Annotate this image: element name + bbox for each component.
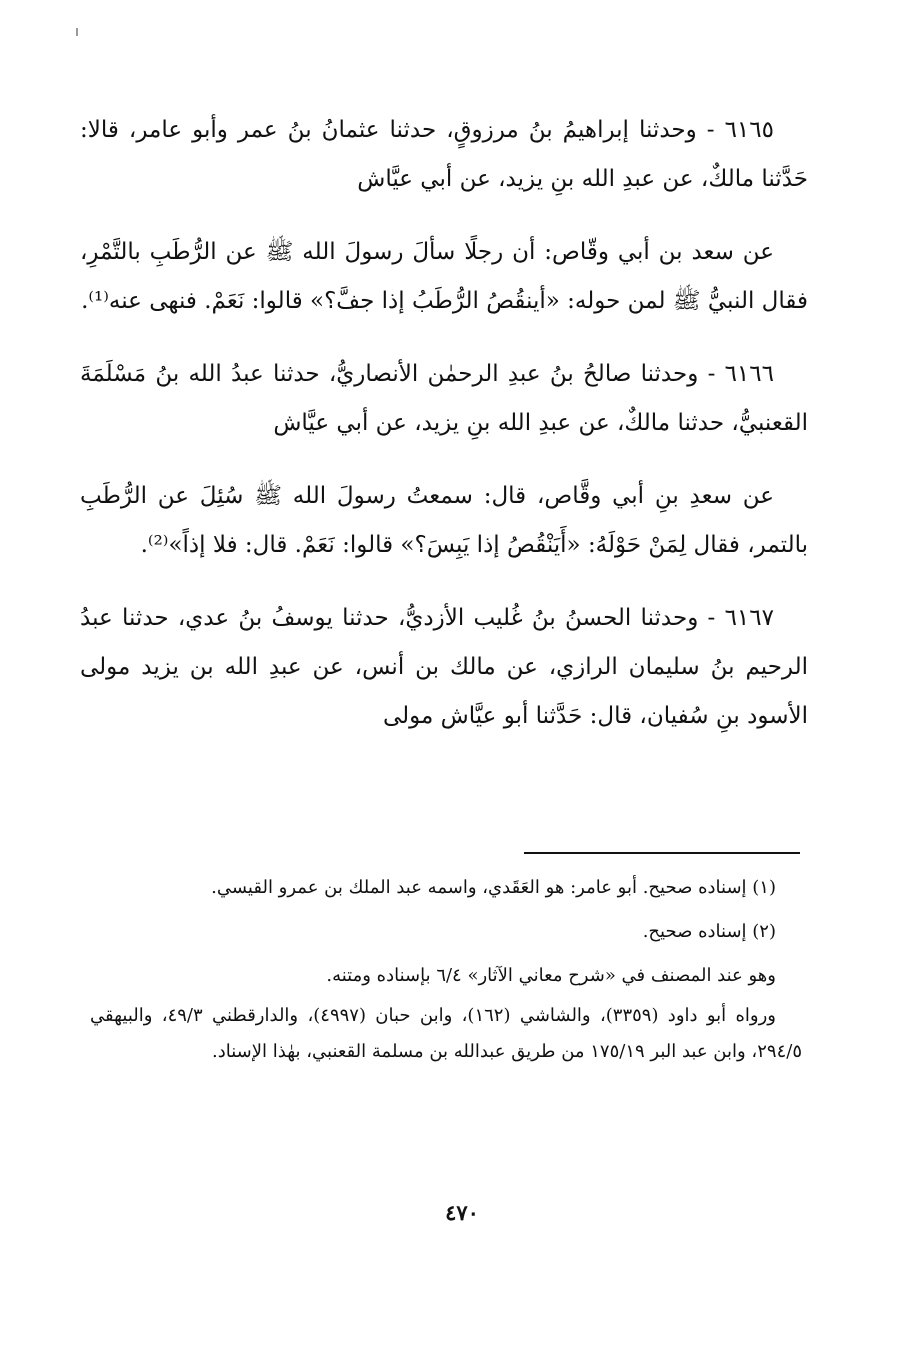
footnote-2: (٢) إسناده صحيح. [642, 921, 776, 942]
hadith-6165-isnad: ٦١٦٥ - وحدثنا إبراهيمُ بنُ مرزوقٍ، حدثنا عثمانُ بنُ عمر وأبو عامر، قالا: حَدَّثنا مالكٌ، عن عبدِ الله بنِ يزيد، عن أبي عيَّاش [80, 117, 808, 192]
scan-mark [76, 28, 78, 36]
page-number: ٤٧٠ [445, 1200, 479, 1225]
hadith-6167-isnad: ٦١٦٧ - وحدثنا الحسنُ بنُ غُليب الأزديُّ، حدثنا يوسفُ بنُ عدي، حدثنا عبدُ الرحيم بنُ سليمان الرازي، عن مالك بن أنس، عن عبدِ الله بن يزيد مولى الأسود بنِ سُفيان، قال: حَدَّثنا أبو عيَّاش مولى [80, 605, 808, 729]
main-text [80, 106, 808, 763]
hadith-6165-matn: عن سعد بن أبي وقّاص: أن رجلًا سألَ رسولَ الله ﷺ عن الرُّطَبِ بالتَّمْرِ، فقال النبيُّ ﷺ لمن حوله: «أينقُصُ الرُّطَبُ إذا جفَّ؟» قالوا: نَعَمْ. فنهى عنه⁽¹⁾. [80, 239, 808, 314]
footnote-separator [524, 852, 800, 854]
footnotes [90, 870, 802, 1074]
hadith-6166-matn: عن سعدِ بنِ أبي وقَّاص، قال: سمعتُ رسولَ الله ﷺ سُئِلَ عن الرُّطَبِ بالتمر، فقال لِمَنْ حَوْلَهُ: «أَيَنْقُصُ إذا يَبِسَ؟» قالوا: نَعَمْ. قال: فلا إذاً»⁽²⁾. [80, 483, 808, 558]
footnote-1: (١) إسناده صحيح. أبو عامر: هو العَقَدي، واسمه عبد الملك بن عمرو القيسي. [211, 877, 776, 898]
footnote-2-takhrij: ورواه أبو داود (٣٣٥٩)، والشاشي (١٦٢)، وابن حبان (٤٩٩٧)، والدارقطني ٤٩/٣، والبيهقي ٢٩٤/٥، وابن عبد البر ١٧٥/١٩ من طريق عبدالله بن مسلمة القعنبي، بهٰذا الإسناد. [90, 1005, 802, 1062]
hadith-6166-isnad: ٦١٦٦ - وحدثنا صالحُ بنُ عبدِ الرحمٰن الأنصاريُّ، حدثنا عبدُ الله بنُ مَسْلَمَةَ القعنبيُّ، حدثنا مالكٌ، عن عبدِ الله بنِ يزيد، عن أبي عيَّاش [80, 361, 808, 436]
footnote-2-source: وهو عند المصنف في «شرح معاني الآثار» ٦/٤ بإسناده ومتنه. [326, 965, 776, 986]
